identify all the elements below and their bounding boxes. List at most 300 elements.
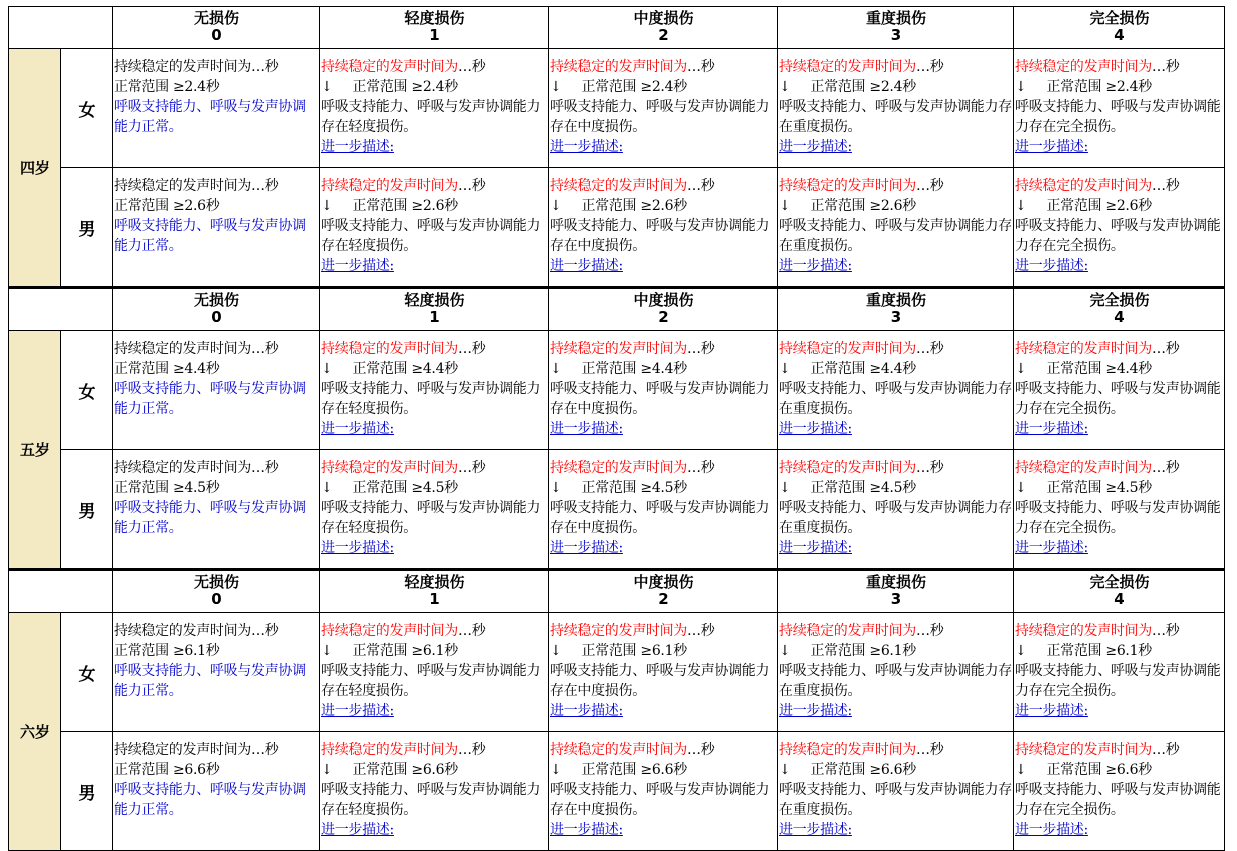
normal-value: 4.5秒 <box>651 480 687 496</box>
cell-level-3 <box>778 49 1014 168</box>
normal-prefix: 正常范围 ≥ <box>352 198 423 214</box>
normal-prefix: 正常范围 ≥ <box>810 762 881 778</box>
duration-text: 持续稳定的发声时间为 <box>779 59 916 75</box>
further-description: 进一步描述: <box>1015 540 1088 556</box>
duration-text: 持续稳定的发声时间为 <box>114 460 251 476</box>
cell-level-4 <box>1014 732 1225 851</box>
level-name: 完全损伤 <box>1089 291 1150 309</box>
level-code: 3 <box>890 26 902 44</box>
damage-level: 轻度损伤。 <box>348 802 417 818</box>
duration-suffix: …秒 <box>251 178 279 194</box>
duration-text: 持续稳定的发声时间为 <box>550 59 687 75</box>
normal-value: 4.5秒 <box>1116 480 1152 496</box>
duration-suffix: …秒 <box>1152 59 1180 75</box>
duration-suffix: …秒 <box>251 742 279 758</box>
down-arrow-icon: ↓ <box>1015 762 1027 778</box>
normal-value: 2.6秒 <box>184 198 220 214</box>
down-arrow-icon: ↓ <box>321 762 333 778</box>
assessment-table <box>8 6 1225 851</box>
duration-suffix: …秒 <box>251 341 279 357</box>
duration-suffix: …秒 <box>251 59 279 75</box>
cell-level-0 <box>113 613 320 732</box>
damage-level: 轻度损伤。 <box>348 238 417 254</box>
damage-level: 中度损伤。 <box>577 119 646 135</box>
down-arrow-icon: ↓ <box>550 79 562 95</box>
normal-prefix: 正常范围 ≥ <box>1046 643 1117 659</box>
damage-prefix: 呼吸支持能力、呼吸与发声协调能力存在 <box>779 500 1012 536</box>
normal-value: 2.6秒 <box>880 198 916 214</box>
normal-prefix: 正常范围 ≥ <box>114 643 185 659</box>
normal-prefix: 正常范围 ≥ <box>352 361 423 377</box>
further-description: 进一步描述: <box>779 139 852 155</box>
age-label: 五岁 <box>9 331 61 570</box>
down-arrow-icon: ↓ <box>779 361 791 377</box>
damage-level: 重度损伤。 <box>792 401 862 417</box>
duration-suffix: …秒 <box>458 742 486 758</box>
cell-level-0 <box>113 450 320 570</box>
level-name: 重度损伤 <box>865 9 926 27</box>
duration-text: 持续稳定的发声时间为 <box>321 59 458 75</box>
level-code: 2 <box>658 26 669 44</box>
further-description: 进一步描述: <box>550 703 623 719</box>
duration-suffix: …秒 <box>251 623 279 639</box>
level-header <box>549 7 778 49</box>
further-description: 进一步描述: <box>779 822 852 838</box>
normal-prefix: 正常范围 ≥ <box>810 480 881 496</box>
damage-level: 完全损伤。 <box>1056 119 1125 135</box>
down-arrow-icon: ↓ <box>1015 361 1027 377</box>
table-row <box>9 49 1225 168</box>
duration-suffix: …秒 <box>458 623 486 639</box>
level-code: 0 <box>211 590 222 608</box>
further-description: 进一步描述: <box>779 258 852 274</box>
header-row <box>9 570 1225 613</box>
level-header <box>778 570 1014 613</box>
cell-level-1 <box>320 49 549 168</box>
duration-text: 持续稳定的发声时间为 <box>114 59 251 75</box>
damage-level: 完全损伤。 <box>1056 802 1125 818</box>
cell-level-2 <box>549 732 778 851</box>
down-arrow-icon: ↓ <box>321 480 333 496</box>
duration-suffix: …秒 <box>916 341 944 357</box>
duration-text: 持续稳定的发声时间为 <box>1015 341 1152 357</box>
normal-value: 6.1秒 <box>422 643 458 659</box>
normal-prefix: 正常范围 ≥ <box>352 643 423 659</box>
damage-prefix: 呼吸支持能力、呼吸与发声协调能力存在 <box>779 218 1012 254</box>
damage-level: 中度损伤。 <box>577 238 646 254</box>
cell-level-2 <box>549 331 778 450</box>
damage-prefix: 呼吸支持能力、呼吸与发声协调能力存在 <box>550 381 770 417</box>
level-code: 2 <box>658 308 669 326</box>
age-label: 四岁 <box>9 49 61 288</box>
normal-value: 6.6秒 <box>1116 762 1152 778</box>
cell-level-4 <box>1014 49 1225 168</box>
normal-value: 2.4秒 <box>880 79 916 95</box>
level-header <box>778 288 1014 331</box>
level-header <box>549 570 778 613</box>
level-header <box>778 7 1014 49</box>
down-arrow-icon: ↓ <box>1015 643 1027 659</box>
gender-label: 女 <box>61 613 113 732</box>
damage-level: 完全损伤。 <box>1056 520 1125 536</box>
cell-level-3 <box>778 613 1014 732</box>
further-description: 进一步描述: <box>1015 258 1088 274</box>
normal-prefix: 正常范围 ≥ <box>810 198 881 214</box>
normal-prefix: 正常范围 ≥ <box>352 480 423 496</box>
damage-prefix: 呼吸支持能力、呼吸与发声协调能力存在 <box>779 381 1012 417</box>
duration-text: 持续稳定的发声时间为 <box>114 623 251 639</box>
cell-level-4 <box>1014 613 1225 732</box>
duration-suffix: …秒 <box>687 59 715 75</box>
level-name: 轻度损伤 <box>404 291 465 309</box>
duration-suffix: …秒 <box>1152 742 1180 758</box>
down-arrow-icon: ↓ <box>1015 198 1027 214</box>
normal-value: 6.6秒 <box>422 762 458 778</box>
down-arrow-icon: ↓ <box>550 480 562 496</box>
cell-level-3 <box>778 450 1014 570</box>
further-description: 进一步描述: <box>779 540 852 556</box>
normal-value: 2.4秒 <box>1116 79 1152 95</box>
duration-suffix: …秒 <box>458 59 486 75</box>
further-description: 进一步描述: <box>1015 703 1088 719</box>
down-arrow-icon: ↓ <box>779 480 791 496</box>
normal-text: 呼吸支持能力、呼吸与发声协调能力正常。 <box>114 381 306 417</box>
damage-prefix: 呼吸支持能力、呼吸与发声协调能力存在 <box>321 500 541 536</box>
level-code: 4 <box>1114 308 1125 326</box>
table-row <box>9 613 1225 732</box>
level-name: 中度损伤 <box>633 573 694 591</box>
duration-suffix: …秒 <box>916 59 944 75</box>
normal-value: 2.4秒 <box>184 79 220 95</box>
further-description: 进一步描述: <box>779 703 852 719</box>
normal-value: 6.6秒 <box>880 762 916 778</box>
damage-level: 轻度损伤。 <box>348 119 417 135</box>
duration-text: 持续稳定的发声时间为 <box>1015 742 1152 758</box>
level-code: 3 <box>890 308 902 326</box>
normal-prefix: 正常范围 ≥ <box>1046 762 1117 778</box>
level-code: 4 <box>1114 590 1125 608</box>
duration-suffix: …秒 <box>916 623 944 639</box>
damage-prefix: 呼吸支持能力、呼吸与发声协调能力存在 <box>1015 218 1221 254</box>
damage-prefix: 呼吸支持能力、呼吸与发声协调能力存在 <box>779 663 1012 699</box>
damage-prefix: 呼吸支持能力、呼吸与发声协调能力存在 <box>321 381 541 417</box>
normal-prefix: 正常范围 ≥ <box>810 643 881 659</box>
level-code: 1 <box>429 26 440 44</box>
damage-prefix: 呼吸支持能力、呼吸与发声协调能力存在 <box>779 99 1012 135</box>
normal-prefix: 正常范围 ≥ <box>1046 361 1117 377</box>
normal-value: 4.4秒 <box>422 361 458 377</box>
further-description: 进一步描述: <box>550 139 623 155</box>
down-arrow-icon: ↓ <box>779 643 791 659</box>
further-description: 进一步描述: <box>550 258 623 274</box>
damage-prefix: 呼吸支持能力、呼吸与发声协调能力存在 <box>1015 663 1221 699</box>
damage-level: 重度损伤。 <box>792 802 862 818</box>
normal-text: 呼吸支持能力、呼吸与发声协调能力正常。 <box>114 782 306 818</box>
normal-value: 2.6秒 <box>1116 198 1152 214</box>
level-code: 0 <box>211 26 222 44</box>
cell-level-2 <box>549 168 778 288</box>
further-description: 进一步描述: <box>1015 421 1088 437</box>
damage-level: 中度损伤。 <box>577 401 646 417</box>
normal-value: 4.5秒 <box>184 480 220 496</box>
cell-level-0 <box>113 732 320 851</box>
cell-level-2 <box>549 450 778 570</box>
normal-value: 4.4秒 <box>651 361 687 377</box>
damage-prefix: 呼吸支持能力、呼吸与发声协调能力存在 <box>321 663 541 699</box>
normal-prefix: 正常范围 ≥ <box>810 361 881 377</box>
level-name: 无损伤 <box>193 291 239 309</box>
level-name: 中度损伤 <box>633 291 694 309</box>
duration-suffix: …秒 <box>916 742 944 758</box>
normal-value: 2.6秒 <box>651 198 687 214</box>
duration-text: 持续稳定的发声时间为 <box>779 742 916 758</box>
further-description: 进一步描述: <box>321 703 394 719</box>
cell-level-4 <box>1014 331 1225 450</box>
age-label: 六岁 <box>9 613 61 851</box>
further-description: 进一步描述: <box>1015 822 1088 838</box>
damage-level: 重度损伤。 <box>792 520 862 536</box>
level-code: 1 <box>429 590 440 608</box>
gender-label: 男 <box>61 168 113 288</box>
down-arrow-icon: ↓ <box>779 79 791 95</box>
cell-level-1 <box>320 168 549 288</box>
damage-prefix: 呼吸支持能力、呼吸与发声协调能力存在 <box>1015 782 1221 818</box>
header-row <box>9 7 1225 49</box>
duration-text: 持续稳定的发声时间为 <box>321 460 458 476</box>
down-arrow-icon: ↓ <box>321 198 333 214</box>
normal-prefix: 正常范围 ≥ <box>581 480 652 496</box>
header-row <box>9 288 1225 331</box>
duration-text: 持续稳定的发声时间为 <box>321 742 458 758</box>
further-description: 进一步描述: <box>550 421 623 437</box>
header-blank <box>9 570 113 613</box>
damage-prefix: 呼吸支持能力、呼吸与发声协调能力存在 <box>550 500 770 536</box>
duration-text: 持续稳定的发声时间为 <box>779 460 916 476</box>
damage-level: 中度损伤。 <box>577 520 646 536</box>
normal-prefix: 正常范围 ≥ <box>581 79 652 95</box>
gender-label: 男 <box>61 450 113 570</box>
further-description: 进一步描述: <box>321 540 394 556</box>
level-name: 完全损伤 <box>1089 573 1150 591</box>
normal-value: 6.1秒 <box>1116 643 1152 659</box>
damage-level: 中度损伤。 <box>577 802 646 818</box>
duration-text: 持续稳定的发声时间为 <box>550 742 687 758</box>
damage-prefix: 呼吸支持能力、呼吸与发声协调能力存在 <box>1015 99 1221 135</box>
table-row <box>9 168 1225 288</box>
duration-suffix: …秒 <box>458 460 486 476</box>
duration-text: 持续稳定的发声时间为 <box>1015 460 1152 476</box>
level-name: 轻度损伤 <box>404 9 465 27</box>
normal-value: 4.4秒 <box>184 361 220 377</box>
further-description: 进一步描述: <box>321 258 394 274</box>
level-header <box>1014 7 1225 49</box>
down-arrow-icon: ↓ <box>550 762 562 778</box>
normal-text: 呼吸支持能力、呼吸与发声协调能力正常。 <box>114 663 306 699</box>
normal-prefix: 正常范围 ≥ <box>581 361 652 377</box>
normal-value: 6.6秒 <box>184 762 220 778</box>
duration-text: 持续稳定的发声时间为 <box>321 623 458 639</box>
level-header <box>320 570 549 613</box>
duration-suffix: …秒 <box>687 742 715 758</box>
duration-suffix: …秒 <box>916 178 944 194</box>
table-row <box>9 331 1225 450</box>
gender-label: 男 <box>61 732 113 851</box>
damage-level: 重度损伤。 <box>792 119 862 135</box>
normal-prefix: 正常范围 ≥ <box>1046 480 1117 496</box>
cell-level-3 <box>778 168 1014 288</box>
table-row <box>9 732 1225 851</box>
normal-value: 2.6秒 <box>422 198 458 214</box>
duration-suffix: …秒 <box>458 178 486 194</box>
damage-prefix: 呼吸支持能力、呼吸与发声协调能力存在 <box>321 218 541 254</box>
duration-text: 持续稳定的发声时间为 <box>550 178 687 194</box>
level-header <box>1014 288 1225 331</box>
level-code: 0 <box>211 308 222 326</box>
level-header <box>1014 570 1225 613</box>
damage-level: 中度损伤。 <box>577 683 646 699</box>
level-name: 轻度损伤 <box>404 573 465 591</box>
damage-level: 重度损伤。 <box>792 683 862 699</box>
down-arrow-icon: ↓ <box>321 643 333 659</box>
header-blank <box>9 288 113 331</box>
normal-value: 4.5秒 <box>880 480 916 496</box>
level-header <box>320 288 549 331</box>
level-name: 重度损伤 <box>865 573 926 591</box>
duration-suffix: …秒 <box>687 623 715 639</box>
header-blank <box>9 7 113 49</box>
normal-value: 4.5秒 <box>422 480 458 496</box>
level-header <box>113 7 320 49</box>
down-arrow-icon: ↓ <box>779 198 791 214</box>
normal-prefix: 正常范围 ≥ <box>1046 79 1117 95</box>
down-arrow-icon: ↓ <box>550 198 562 214</box>
duration-suffix: …秒 <box>687 460 715 476</box>
damage-prefix: 呼吸支持能力、呼吸与发声协调能力存在 <box>1015 381 1221 417</box>
down-arrow-icon: ↓ <box>321 79 333 95</box>
normal-value: 2.4秒 <box>651 79 687 95</box>
cell-level-4 <box>1014 450 1225 570</box>
normal-value: 4.4秒 <box>880 361 916 377</box>
normal-text: 呼吸支持能力、呼吸与发声协调能力正常。 <box>114 500 306 536</box>
duration-text: 持续稳定的发声时间为 <box>114 178 251 194</box>
further-description: 进一步描述: <box>550 822 623 838</box>
normal-text: 呼吸支持能力、呼吸与发声协调能力正常。 <box>114 99 306 135</box>
duration-text: 持续稳定的发声时间为 <box>550 623 687 639</box>
damage-prefix: 呼吸支持能力、呼吸与发声协调能力存在 <box>1015 500 1221 536</box>
table-row <box>9 450 1225 570</box>
level-name: 重度损伤 <box>865 291 926 309</box>
normal-prefix: 正常范围 ≥ <box>581 762 652 778</box>
down-arrow-icon: ↓ <box>779 762 791 778</box>
damage-prefix: 呼吸支持能力、呼吸与发声协调能力存在 <box>550 99 770 135</box>
level-code: 1 <box>429 308 440 326</box>
normal-prefix: 正常范围 ≥ <box>114 361 185 377</box>
level-name: 无损伤 <box>193 573 239 591</box>
duration-text: 持续稳定的发声时间为 <box>550 341 687 357</box>
damage-level: 轻度损伤。 <box>348 520 417 536</box>
duration-text: 持续稳定的发声时间为 <box>1015 623 1152 639</box>
cell-level-0 <box>113 331 320 450</box>
down-arrow-icon: ↓ <box>550 361 562 377</box>
duration-text: 持续稳定的发声时间为 <box>114 742 251 758</box>
duration-text: 持续稳定的发声时间为 <box>114 341 251 357</box>
down-arrow-icon: ↓ <box>1015 79 1027 95</box>
normal-prefix: 正常范围 ≥ <box>581 643 652 659</box>
further-description: 进一步描述: <box>550 540 623 556</box>
level-header <box>549 288 778 331</box>
damage-level: 完全损伤。 <box>1056 238 1125 254</box>
damage-level: 重度损伤。 <box>792 238 862 254</box>
normal-value: 2.4秒 <box>422 79 458 95</box>
normal-value: 4.4秒 <box>1116 361 1152 377</box>
duration-suffix: …秒 <box>687 341 715 357</box>
level-name: 中度损伤 <box>633 9 694 27</box>
level-code: 3 <box>890 590 902 608</box>
damage-level: 轻度损伤。 <box>348 683 417 699</box>
duration-text: 持续稳定的发声时间为 <box>779 341 916 357</box>
duration-suffix: …秒 <box>1152 341 1180 357</box>
gender-label: 女 <box>61 331 113 450</box>
level-name: 完全损伤 <box>1089 9 1150 27</box>
duration-text: 持续稳定的发声时间为 <box>550 460 687 476</box>
normal-prefix: 正常范围 ≥ <box>352 762 423 778</box>
damage-prefix: 呼吸支持能力、呼吸与发声协调能力存在 <box>550 218 770 254</box>
normal-value: 6.1秒 <box>184 643 220 659</box>
further-description: 进一步描述: <box>779 421 852 437</box>
damage-prefix: 呼吸支持能力、呼吸与发声协调能力存在 <box>550 782 770 818</box>
damage-prefix: 呼吸支持能力、呼吸与发声协调能力存在 <box>321 782 541 818</box>
gender-label: 女 <box>61 49 113 168</box>
damage-prefix: 呼吸支持能力、呼吸与发声协调能力存在 <box>321 99 541 135</box>
cell-level-3 <box>778 331 1014 450</box>
cell-level-1 <box>320 732 549 851</box>
duration-suffix: …秒 <box>458 341 486 357</box>
level-name: 无损伤 <box>193 9 239 27</box>
normal-prefix: 正常范围 ≥ <box>1046 198 1117 214</box>
duration-suffix: …秒 <box>251 460 279 476</box>
damage-level: 完全损伤。 <box>1056 683 1125 699</box>
damage-level: 完全损伤。 <box>1056 401 1125 417</box>
further-description: 进一步描述: <box>321 139 394 155</box>
further-description: 进一步描述: <box>1015 139 1088 155</box>
duration-text: 持续稳定的发声时间为 <box>1015 59 1152 75</box>
duration-text: 持续稳定的发声时间为 <box>321 178 458 194</box>
normal-value: 6.1秒 <box>651 643 687 659</box>
normal-prefix: 正常范围 ≥ <box>114 198 185 214</box>
damage-level: 轻度损伤。 <box>348 401 417 417</box>
normal-value: 6.1秒 <box>880 643 916 659</box>
cell-level-0 <box>113 168 320 288</box>
cell-level-4 <box>1014 168 1225 288</box>
duration-suffix: …秒 <box>687 178 715 194</box>
duration-text: 持续稳定的发声时间为 <box>779 178 916 194</box>
level-header <box>320 7 549 49</box>
cell-level-1 <box>320 450 549 570</box>
cell-level-0 <box>113 49 320 168</box>
normal-prefix: 正常范围 ≥ <box>581 198 652 214</box>
normal-prefix: 正常范围 ≥ <box>114 79 185 95</box>
duration-suffix: …秒 <box>1152 623 1180 639</box>
damage-prefix: 呼吸支持能力、呼吸与发声协调能力存在 <box>779 782 1012 818</box>
cell-level-2 <box>549 49 778 168</box>
cell-level-1 <box>320 331 549 450</box>
normal-text: 呼吸支持能力、呼吸与发声协调能力正常。 <box>114 218 306 254</box>
level-code: 2 <box>658 590 669 608</box>
level-header <box>113 570 320 613</box>
level-code: 4 <box>1114 26 1125 44</box>
normal-prefix: 正常范围 ≥ <box>810 79 881 95</box>
down-arrow-icon: ↓ <box>1015 480 1027 496</box>
